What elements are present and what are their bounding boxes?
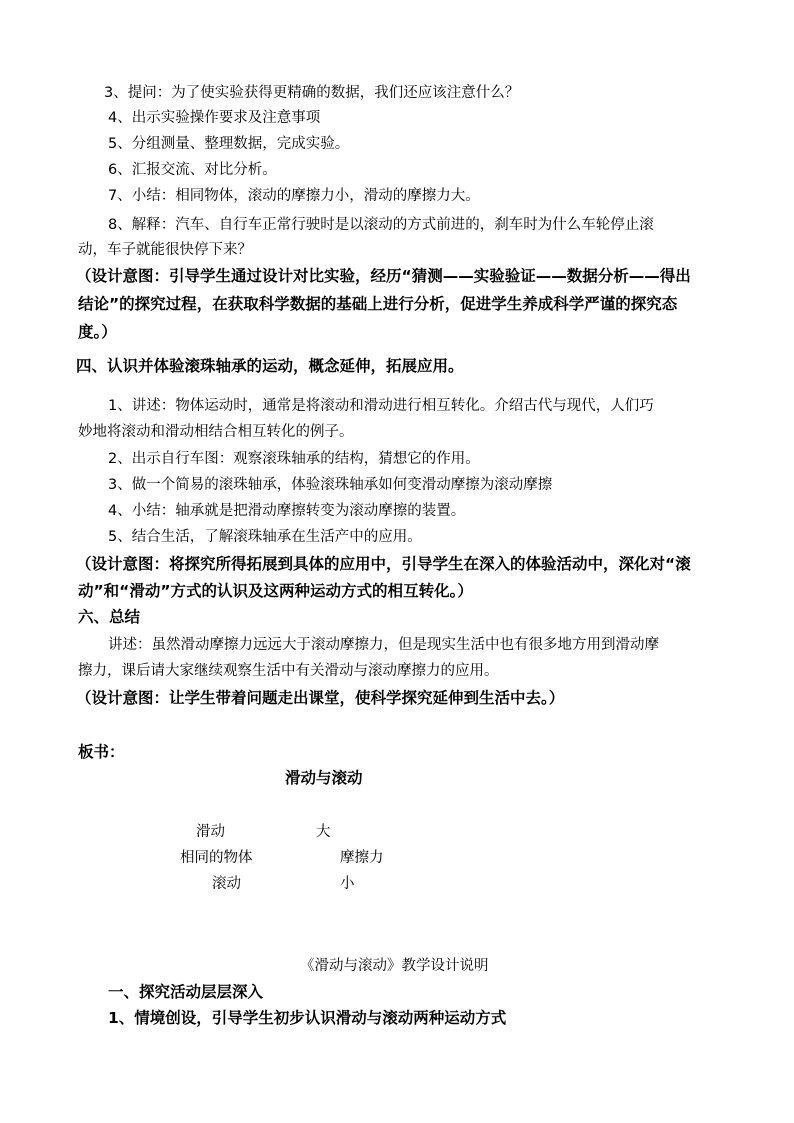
section-heading: 一、探究活动层层深入	[108, 983, 264, 1001]
text-line: 8、解释：汽车、自行车正常行驶时是以滚动的方式前进的，刹车时为什么车轮停止滚	[108, 217, 654, 233]
text-line: 7、小结：相同物体，滚动的摩擦力小，滑动的摩擦力大。	[108, 188, 480, 204]
text-line: 讲述：虽然滑动摩擦力远远大于滚动摩擦力，但是现实生活中也有很多地方用到滑动摩	[108, 637, 659, 653]
board-item: 摩擦力	[340, 850, 384, 866]
text-line: 5、分组测量、整理数据，完成实验。	[108, 136, 350, 152]
design-intent-text: （设计意图：让学生带着问题走出课堂，使科学探究延伸到生活中去。）	[76, 689, 565, 707]
board-item: 滑动	[196, 824, 225, 840]
design-intent-text: 结论”的探究过程，在获取科学数据的基础上进行分析，促进学生养成科学严谨的探究态	[78, 295, 678, 313]
text-line: 4、出示实验操作要求及注意事项	[108, 110, 321, 126]
design-intent-text: （设计意图：将探究所得拓展到具体的应用中，引导学生在深入的体验活动中，深化对“滚	[76, 555, 691, 573]
text-line: 3、提问：为了使实验获得更精确的数据，我们还应该注意什么？	[104, 85, 520, 101]
text-line: 4、小结：轴承就是把滑动摩擦转变为滚动摩擦的装置。	[108, 503, 466, 519]
board-item: 小	[340, 876, 355, 892]
board-item: 相同的物体	[180, 850, 253, 866]
text-line: 擦力，课后请大家继续观察生活中有关滑动与滚动摩擦力的应用。	[78, 663, 499, 679]
design-intent-text: 度。）	[78, 323, 117, 341]
section-heading: 四、认识并体验滚珠轴承的运动，概念延伸，拓展应用。	[76, 357, 464, 375]
text-line: 3、做一个简易的滚珠轴承，体验滚珠轴承如何变滑动摩擦为滚动摩擦	[108, 477, 553, 493]
section-title: 《滑动与滚动》教学设计说明	[300, 958, 489, 974]
board-title: 滑动与滚动	[285, 769, 363, 787]
section-heading: 1、情境创设，引导学生初步认识滑动与滚动两种运动方式	[108, 1009, 507, 1027]
text-line: 妙地将滚动和滑动相结合相互转化的例子。	[78, 424, 354, 440]
text-line: 6、汇报交流、对比分析。	[108, 162, 277, 178]
section-heading: 六、总结	[78, 608, 141, 626]
board-item: 大	[316, 824, 331, 840]
text-line: 5、结合生活，了解滚珠轴承在生活产中的应用。	[108, 529, 422, 545]
text-line: 动，车子就能很快停下来？	[78, 242, 252, 258]
board-item: 滚动	[212, 876, 241, 892]
board-label: 板书：	[78, 743, 125, 761]
text-line: 2、出示自行车图：观察滚珠轴承的结构，猜想它的作用。	[108, 451, 480, 467]
text-line: 1、讲述：物体运动时，通常是将滚动和滑动进行相互转化。介绍古代与现代，人们巧	[108, 398, 654, 414]
design-intent-text: （设计意图：引导学生通过设计对比实验，经历“猜测——实验验证——数据分析——得出	[76, 267, 691, 285]
design-intent-text: 动”和“滑动”方式的认识及这两种运动方式的相互转化。）	[78, 582, 473, 600]
